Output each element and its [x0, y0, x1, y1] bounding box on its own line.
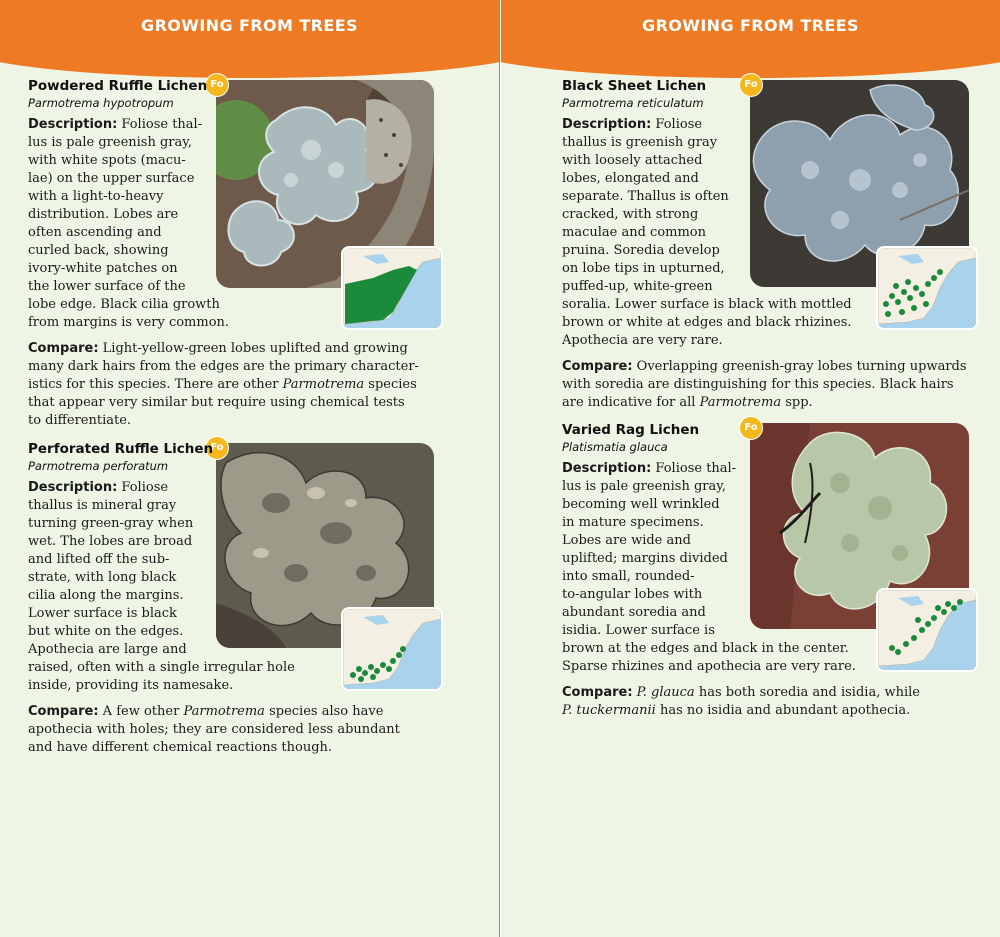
description-line: separate. Thallus is often [562, 189, 729, 204]
species-scientific-name: Parmotrema perforatum [28, 459, 169, 473]
header-banner [501, 0, 1000, 78]
compare-paragraph [28, 703, 400, 757]
description-line: on lobe tips in upturned, [562, 261, 725, 276]
species-common-name: Black Sheet Lichen [562, 78, 707, 94]
compare-label: Compare: [28, 341, 99, 356]
range-map [876, 588, 978, 672]
compare-label: Compare: [562, 685, 633, 700]
compare-line: Light-yellow-green lobes uplifted and growing [102, 341, 408, 356]
description-line: cracked, with strong [562, 207, 699, 222]
description-line: Lobes are wide and [562, 533, 691, 548]
species-common-name: Powdered Ruffle Lichen [28, 78, 208, 94]
description-line: with a light-to-heavy [28, 189, 164, 204]
species-abbrev: P. tuckermanii [562, 703, 656, 718]
compare-paragraph [28, 340, 419, 430]
compare-label: Compare: [562, 359, 633, 374]
description-line: brown or white at edges and black rhizines. [562, 315, 852, 330]
description-line: cilia along the margins. [28, 588, 184, 603]
compare-line: has both soredia and isidia, while [698, 685, 920, 700]
description-line: pruina. Soredia develop [562, 243, 720, 258]
genus-name: Parmotrema [183, 704, 265, 719]
description-line: distribution. Lobes are [28, 207, 179, 222]
description-line: Apothecia are very rare. [562, 333, 723, 348]
header-banner [0, 0, 500, 78]
description-line: Foliose [121, 480, 169, 495]
compare-line: apothecia with holes; they are considered less abundant [28, 722, 400, 737]
description-line: into small, rounded- [562, 569, 695, 584]
description-line: from margins is very common. [28, 315, 230, 330]
compare-line: Overlapping greenish-gray lobes turning upwards [636, 359, 967, 374]
foliose-badge: Fo [205, 73, 229, 97]
species-abbrev: P. glauca [636, 685, 695, 700]
description-line: to-angular lobes with [562, 587, 703, 602]
foliose-badge: Fo [739, 416, 763, 440]
description-line: often ascending and [28, 225, 162, 240]
description-line: curled back, showing [28, 243, 169, 258]
description-line: thallus is greenish gray [562, 135, 718, 150]
genus-name: Parmotrema [699, 395, 782, 410]
description-line: strate, with long black [28, 570, 177, 585]
description-line: in mature specimens. [562, 515, 704, 530]
description-line: brown at the edges and black in the center. [562, 641, 849, 656]
description-line: and lifted off the sub- [28, 552, 170, 567]
description-line: Lower surface is black [28, 606, 177, 621]
compare-line: A few other [102, 704, 180, 719]
description-label: Description: [562, 461, 652, 476]
compare-paragraph [562, 684, 920, 720]
description-line: Foliose thal- [655, 461, 737, 476]
description-line: turning green-gray when [28, 516, 194, 531]
compare-label: Compare: [28, 704, 99, 719]
range-map [341, 246, 443, 330]
description-label: Description: [28, 480, 118, 495]
species-common-name: Varied Rag Lichen [562, 422, 700, 438]
description-line: abundant soredia and [562, 605, 706, 620]
description-paragraph [562, 460, 856, 676]
compare-line: are indicative for all [562, 395, 696, 410]
section-header: GROWING FROM TREES [141, 16, 358, 35]
description-line: thallus is mineral gray [28, 498, 177, 513]
description-line: inside, providing its namesake. [28, 678, 234, 693]
description-line: soralia. Lower surface is black with mottled [562, 297, 852, 312]
section-header: GROWING FROM TREES [642, 16, 859, 35]
compare-line: species also have [269, 704, 384, 719]
description-label: Description: [562, 117, 652, 132]
right-page [501, 0, 1000, 937]
description-line: Foliose thal- [121, 117, 203, 132]
description-paragraph [28, 116, 229, 332]
description-line: maculae and common [562, 225, 707, 240]
description-paragraph [562, 116, 852, 350]
description-line: lus is pale greenish gray, [28, 135, 193, 150]
description-line: with white spots (macu- [28, 153, 186, 168]
description-line: but white on the edges. [28, 624, 184, 639]
compare-line: and have different chemical reactions though. [28, 740, 333, 755]
compare-line: spp. [785, 395, 813, 410]
compare-line: species [368, 377, 417, 392]
description-line: raised, often with a single irregular hole [28, 660, 295, 675]
compare-line: istics for this species. There are other [28, 377, 279, 392]
description-line: wet. The lobes are broad [28, 534, 193, 549]
description-line: Sparse rhizines and apothecia are very rare. [562, 659, 856, 674]
species-common-name: Perforated Ruffle Lichen [28, 441, 214, 457]
description-line: Foliose [655, 117, 703, 132]
description-line: Apothecia are large and [28, 642, 187, 657]
description-line: isidia. Lower surface is [562, 623, 715, 638]
species-scientific-name: Parmotrema hypotropum [28, 96, 174, 110]
foliose-badge: Fo [205, 436, 229, 460]
compare-line: that appear very similar but require using chemical tests [28, 395, 405, 410]
range-map [876, 246, 978, 330]
compare-paragraph [562, 358, 967, 412]
species-scientific-name: Parmotrema reticulatum [562, 96, 704, 110]
genus-name: Parmotrema [282, 377, 365, 392]
description-line: lobes, elongated and [562, 171, 699, 186]
description-label: Description: [28, 117, 118, 132]
description-line: lobe edge. Black cilia growth [28, 297, 220, 312]
description-line: uplifted; margins divided [562, 551, 728, 566]
description-line: puffed-up, white-green [562, 279, 713, 294]
compare-line: with soredia are distinguishing for this species. Black hairs [562, 377, 954, 392]
description-paragraph [28, 479, 295, 695]
description-line: lae) on the upper surface [28, 171, 195, 186]
description-line: the lower surface of the [28, 279, 186, 294]
species-scientific-name: Platismatia glauca [562, 440, 668, 454]
compare-line: many dark hairs from the edges are the primary character- [28, 359, 419, 374]
compare-line: to differentiate. [28, 413, 132, 428]
description-line: ivory-white patches on [28, 261, 178, 276]
compare-line: has no isidia and abundant apothecia. [659, 703, 911, 718]
foliose-badge: Fo [739, 73, 763, 97]
range-map [341, 607, 443, 691]
description-line: with loosely attached [562, 153, 703, 168]
description-line: becoming well wrinkled [562, 497, 720, 512]
description-line: lus is pale greenish gray, [562, 479, 727, 494]
